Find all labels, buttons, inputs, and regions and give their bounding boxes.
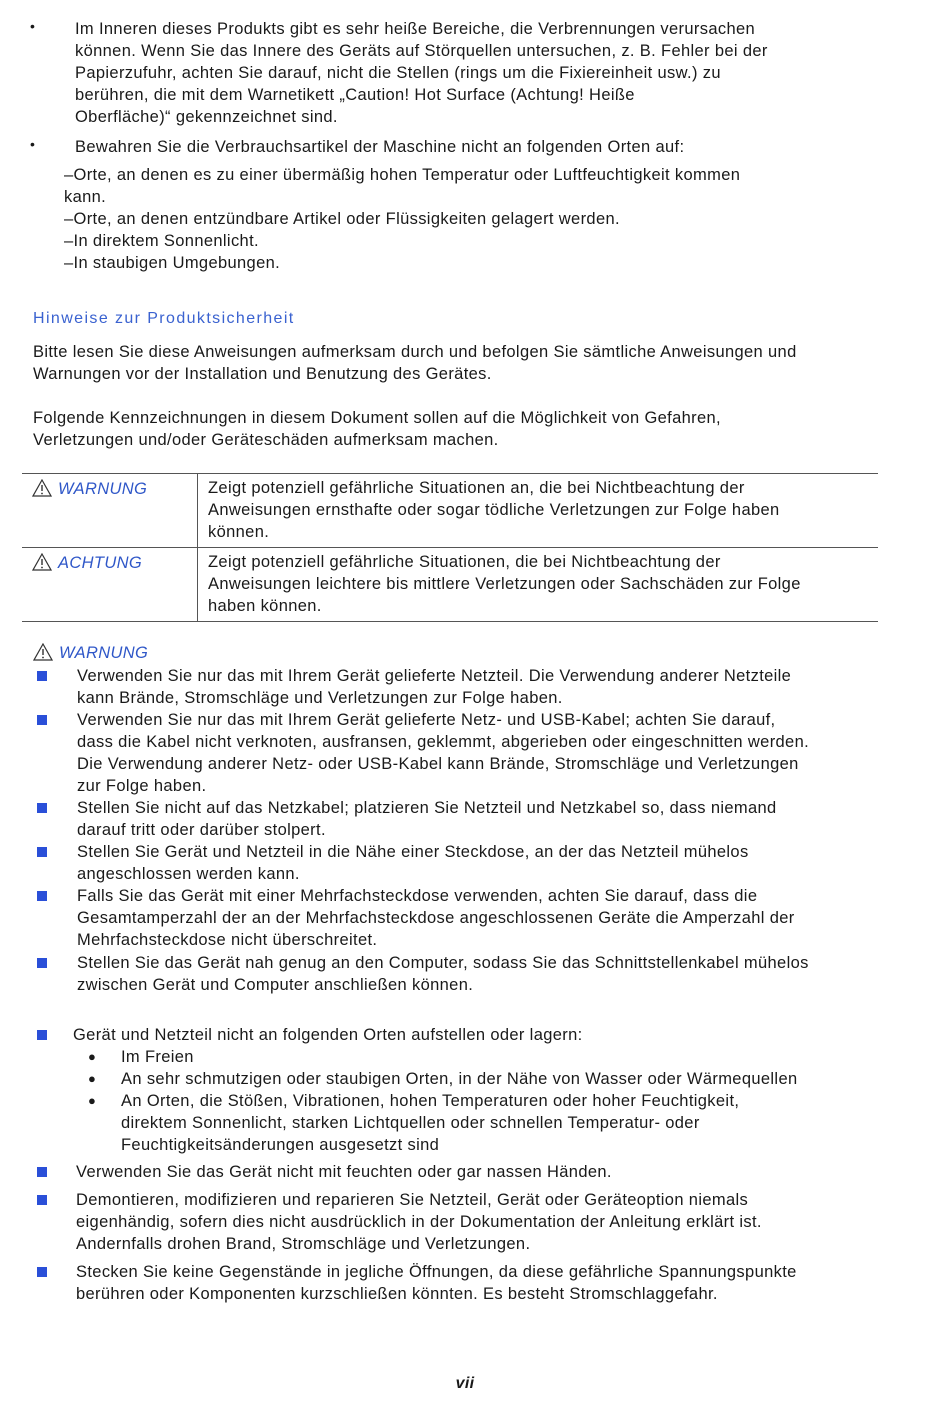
text-line: Mehrfachsteckdose nicht überschreitet. [77, 931, 378, 949]
legend-label-cell [22, 548, 198, 622]
square-bullet-icon [37, 803, 47, 813]
text-line: Anweisungen ernsthafte oder sogar tödliche Verletzungen zur Folge haben [208, 501, 780, 519]
bullet-dot: ● [88, 1071, 97, 1086]
bullet-dot: ● [88, 1049, 97, 1064]
section-heading: Hinweise zur Produktsicherheit [33, 310, 295, 327]
paragraph [33, 407, 950, 451]
text-line: Im Inneren dieses Produkts gibt es sehr heiße Bereiche, die Verbrennungen verursachen [75, 20, 756, 38]
text-line: Zeigt potenziell gefährliche Situationen, die bei Nichtbeachtung der [208, 553, 721, 571]
square-bullet-icon [37, 715, 47, 725]
text-line: Falls Sie das Gerät mit einer Mehrfachsteckdose verwenden, achten Sie darauf, dass die [77, 887, 758, 905]
text-line: angeschlossen werden kann. [77, 865, 300, 883]
legend-label-cell [22, 474, 198, 548]
warning-triangle-icon [32, 479, 52, 497]
legend-label: ACHTUNG [58, 554, 143, 572]
legend-description [198, 548, 879, 622]
text-line: direktem Sonnenlicht, starken Lichtquellen oder schnellen Temperatur- oder [121, 1114, 700, 1132]
text-line: Verletzungen und/oder Geräteschäden aufmerksam machen. [33, 431, 499, 449]
text-line: Stellen Sie das Gerät nah genug an den Computer, sodass Sie das Schnittstellenkabel mühelos [77, 954, 809, 972]
legend-label: WARNUNG [58, 480, 148, 498]
text-line: kann Brände, Stromschläge und Verletzungen zur Folge haben. [77, 689, 563, 707]
dash-line: –Orte, an denen entzündbare Artikel oder Flüssigkeiten gelagert werden. [64, 210, 620, 228]
warning-label: WARNUNG [59, 644, 149, 662]
text-line: Bitte lesen Sie diese Anweisungen aufmerksam durch und befolgen Sie sämtliche Anweisungen und [33, 343, 797, 361]
square-bullet-icon [37, 1195, 47, 1205]
text-line: Feuchtigkeitsänderungen ausgesetzt sind [121, 1136, 440, 1154]
dash-line: –Orte, an denen es zu einer übermäßig hohen Temperatur oder Luftfeuchtigkeit kommen [64, 166, 741, 184]
text-line: können. Wenn Sie das Innere des Geräts auf Störquellen untersuchen, z. B. Fehler bei der [75, 42, 768, 60]
text-line: Stellen Sie nicht auf das Netzkabel; platzieren Sie Netzteil und Netzkabel so, dass niemand [77, 799, 777, 817]
text-line: können. [208, 523, 270, 541]
warning-triangle-icon [33, 643, 53, 661]
square-bullet-icon [37, 1167, 47, 1177]
text-line: Oberfläche)“ gekennzeichnet sind. [75, 108, 338, 126]
text-line: Verwenden Sie das Gerät nicht mit feuchten oder gar nassen Händen. [76, 1163, 612, 1181]
text-line: zur Folge haben. [77, 777, 207, 795]
text-line: zwischen Gerät und Computer anschließen können. [77, 976, 474, 994]
square-bullet-icon [37, 891, 47, 901]
text-line: Im Freien [121, 1048, 194, 1066]
text-line: Anweisungen leichtere bis mittlere Verletzungen oder Sachschäden zur Folge [208, 575, 801, 593]
page-number: vii [455, 1375, 475, 1392]
legend-row-warning [22, 474, 878, 548]
text-line: An Orten, die Stößen, Vibrationen, hohen Temperaturen oder hoher Feuchtigkeit, [121, 1092, 740, 1110]
square-bullet-icon [37, 847, 47, 857]
bullet-dot: • [30, 18, 36, 34]
square-bullet-icon [37, 1030, 47, 1040]
text-line: berühren oder Komponenten kurzschließen könnten. Es besteht Stromschlaggefahr. [76, 1285, 718, 1303]
text-line: haben können. [208, 597, 322, 615]
text-line: Stecken Sie keine Gegenstände in jegliche Öffnungen, da diese gefährliche Spannungspunkte [76, 1263, 797, 1281]
dash-line: –In direktem Sonnenlicht. [64, 232, 259, 250]
bullet-dot: • [30, 136, 36, 152]
legend-description [198, 474, 879, 548]
warning-heading [33, 642, 950, 664]
text-line: Verwenden Sie nur das mit Ihrem Gerät gelieferte Netzteil. Die Verwendung anderer Netzteile [77, 667, 792, 685]
text-line: Demontieren, modifizieren und reparieren Sie Netzteil, Gerät oder Geräteoption niemals [76, 1191, 749, 1209]
text-line: Gesamtamperzahl der an der Mehrfachsteckdose angeschlossenen Geräte die Amperzahl der [77, 909, 795, 927]
warning-triangle-icon [32, 553, 52, 571]
square-bullet-icon [37, 958, 47, 968]
text-line: Die Verwendung anderer Netz- oder USB-Kabel kann Brände, Stromschläge und Verletzungen [77, 755, 799, 773]
dash-line: kann. [64, 188, 107, 206]
text-line: Gerät und Netzteil nicht an folgenden Orten aufstellen oder lagern: [73, 1026, 583, 1044]
hazard-legend-table [22, 473, 878, 622]
text-line: eigenhändig, sofern dies nicht ausdrücklich in der Dokumentation der Anleitung erklärt ist. [76, 1213, 762, 1231]
text-line: Verwenden Sie nur das mit Ihrem Gerät gelieferte Netz- und USB-Kabel; achten Sie darauf, [77, 711, 776, 729]
square-bullet-icon [37, 1267, 47, 1277]
dash-list [64, 164, 950, 274]
text-line: dass die Kabel nicht verknoten, ausfransen, geklemmt, abgerieben oder eingeschnitten werden. [77, 733, 810, 751]
text-line: Warnungen vor der Installation und Benutzung des Gerätes. [33, 365, 492, 383]
text-line: berühren, die mit dem Warnetikett „Caution! Hot Surface (Achtung! Heiße [75, 86, 635, 104]
text-line: Papierzufuhr, achten Sie darauf, nicht die Stellen (rings um die Fixiereinheit usw.) zu [75, 64, 721, 82]
bullet-dot: ● [88, 1093, 97, 1108]
square-bullet-icon [37, 671, 47, 681]
text-line: Bewahren Sie die Verbrauchsartikel der Maschine nicht an folgenden Orten auf: [75, 138, 685, 156]
paragraph [33, 341, 950, 385]
text-line: darauf tritt oder darüber stolpert. [77, 821, 326, 839]
text-line: Folgende Kennzeichnungen in diesem Dokument sollen auf die Möglichkeit von Gefahren, [33, 409, 721, 427]
text-line: Stellen Sie Gerät und Netzteil in die Nähe einer Steckdose, an der das Netzteil mühelos [77, 843, 749, 861]
text-line: Andernfalls drohen Brand, Stromschläge und Verletzungen. [76, 1235, 531, 1253]
dash-line: –In staubigen Umgebungen. [64, 254, 281, 272]
text-line: An sehr schmutzigen oder staubigen Orten, in der Nähe von Wasser oder Wärmequellen [121, 1070, 798, 1088]
text-line: Zeigt potenziell gefährliche Situationen an, die bei Nichtbeachtung der [208, 479, 745, 497]
legend-row-caution [22, 548, 878, 622]
